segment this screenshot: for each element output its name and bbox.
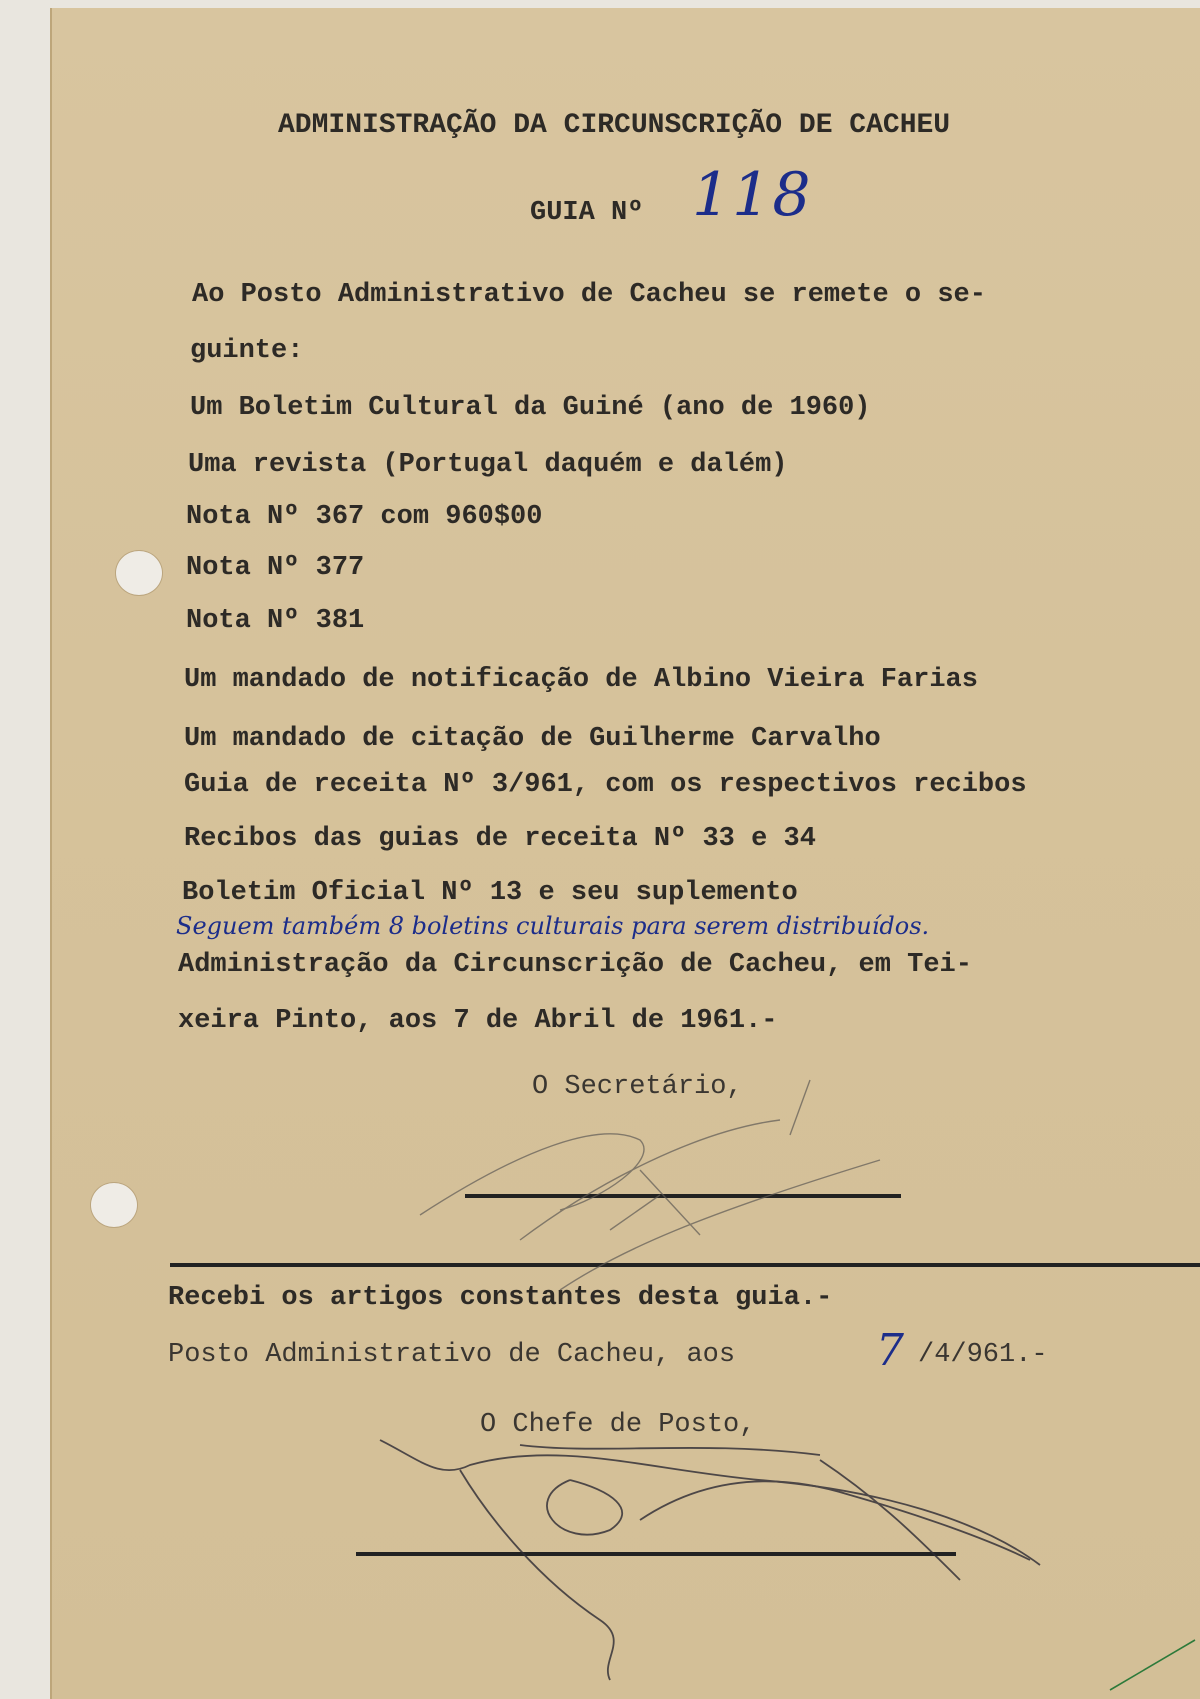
handwritten-note: Seguem também 8 boletins culturais para serem distribuídos. <box>176 912 930 940</box>
item-recibos-guias: Recibos das guias de receita Nº 33 e 34 <box>184 824 816 854</box>
item-nota-367: Nota Nº 367 com 960$00 <box>186 502 543 532</box>
closing-line-2: xeira Pinto, aos 7 de Abril de 1961.- <box>178 1006 778 1036</box>
intro-line-1: Ao Posto Administrativo de Cacheu se remete o se- <box>192 280 986 310</box>
receipt-day-handwritten: 7 <box>876 1325 904 1376</box>
intro-line-2: guinte: <box>190 336 304 366</box>
item-mandado-notificacao: Um mandado de notificação de Albino Vieira Farias <box>184 665 978 695</box>
chefe-de-posto-label: O Chefe de Posto, <box>480 1410 756 1440</box>
secretary-signature <box>420 1080 880 1290</box>
item-nota-377: Nota Nº 377 <box>186 553 365 583</box>
item-boletim-oficial: Boletim Oficial Nº 13 e seu suplemento <box>182 878 798 908</box>
guia-label: GUIA Nº <box>530 198 644 228</box>
item-guia-receita: Guia de receita Nº 3/961, com os respectivos recibos <box>184 770 1027 800</box>
receipt-line-1: Recebi os artigos constantes desta guia.- <box>168 1283 833 1313</box>
item-mandado-citacao: Um mandado de citação de Guilherme Carvalho <box>184 724 881 754</box>
receipt-line-2-suffix: /4/961.- <box>918 1340 1048 1370</box>
header-title: ADMINISTRAÇÃO DA CIRCUNSCRIÇÃO DE CACHEU <box>278 110 951 141</box>
item-revista: Uma revista (Portugal daquém e dalém) <box>188 450 788 480</box>
chefe-signature <box>380 1440 1040 1680</box>
receipt-line-2-prefix: Posto Administrativo de Cacheu, aos <box>168 1340 736 1370</box>
closing-line-1: Administração da Circunscrição de Cacheu, em Tei- <box>178 950 972 980</box>
guia-number-handwritten: 118 <box>692 160 813 230</box>
item-boletim-cultural: Um Boletim Cultural da Guiné (ano de 1960) <box>190 393 871 423</box>
secretary-label: O Secretário, <box>532 1072 743 1102</box>
item-nota-381: Nota Nº 381 <box>186 606 365 636</box>
corner-green-mark <box>1110 1640 1195 1690</box>
